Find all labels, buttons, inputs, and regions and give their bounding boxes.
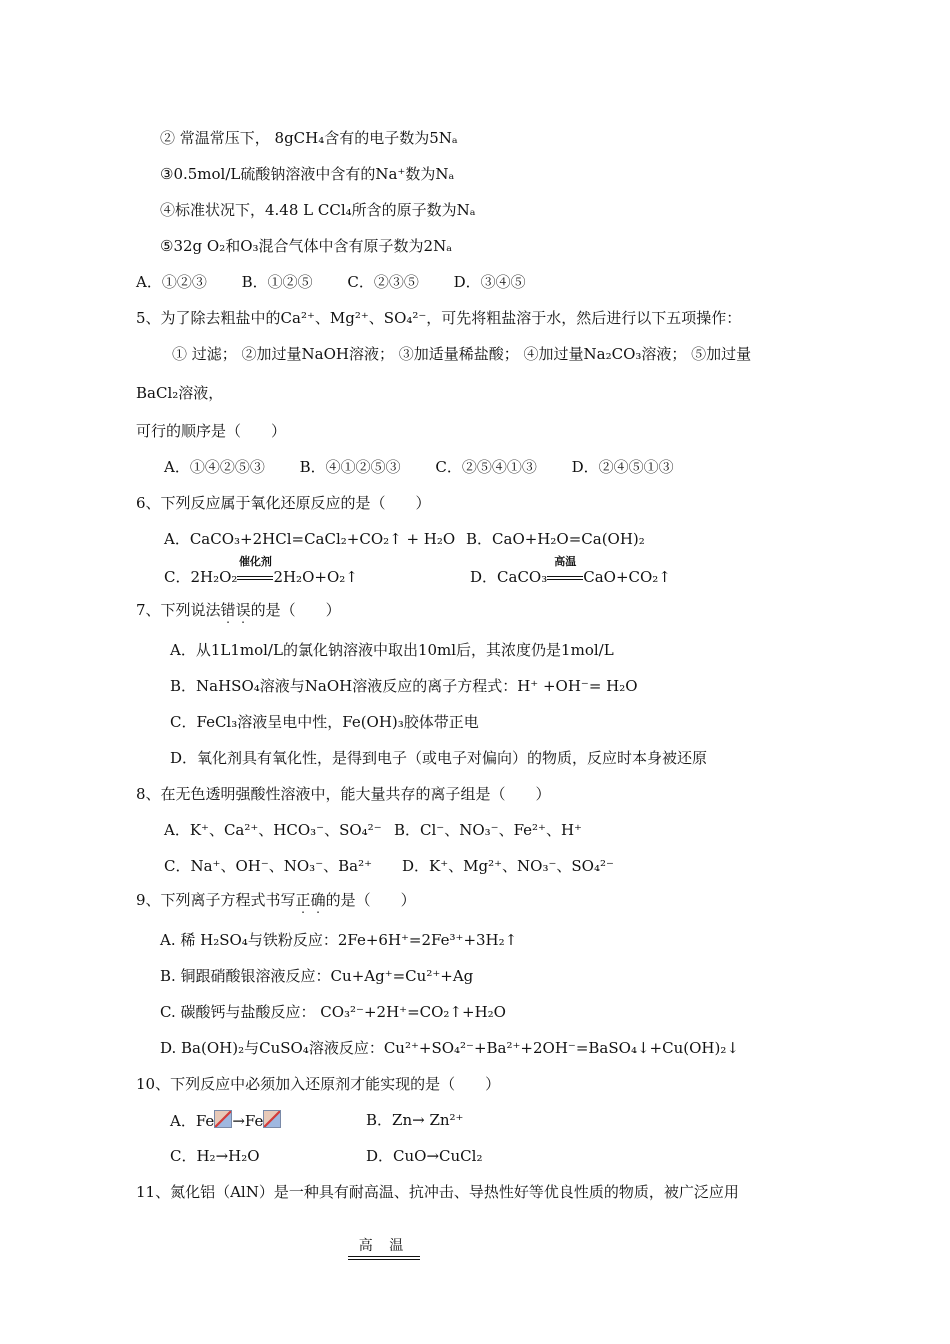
q10-stem: 10、下列反应中必须加入还原剂才能实现的是（ ） <box>136 1075 501 1093</box>
q9-option-c: C. 碳酸钙与盐酸反应： CO₃²⁻+2H⁺=CO₂↑+H₂O <box>160 1003 506 1021</box>
q10-a-pre: A．Fe <box>170 1112 215 1130</box>
q7-option-c: C．FeCl₃溶液呈电中性，Fe(OH)₃胶体带正电 <box>170 713 479 731</box>
q6-d-condition: 高温 <box>554 555 577 568</box>
q6-stem: 6、下列反应属于氧化还原反应的是（ ） <box>136 494 431 512</box>
q10-option-c: C．H₂→H₂O <box>170 1147 260 1165</box>
q5-stem: 5、为了除去粗盐中的Ca²⁺、Mg²⁺、SO₄²⁻，可先将粗盐溶于水，然后进行以下五项操作： <box>136 309 742 327</box>
q8-option-a: A．K⁺、Ca²⁺、HCO₃⁻、SO₄²⁻ <box>164 821 382 839</box>
q9-option-b: B. 铜跟硝酸银溶液反应：Cu+Ag⁺=Cu²⁺+Ag <box>160 967 474 985</box>
reaction-condition-text: 高 温 <box>358 1238 410 1254</box>
broken-image-icon <box>214 1110 232 1128</box>
q7-option-b: B．NaHSO₄溶液与NaOH溶液反应的离子方程式：H⁺ +OH⁻= H₂O <box>170 677 638 695</box>
q10-option-d: D．CuO→CuCl₂ <box>366 1147 483 1165</box>
q8-option-d: D．K⁺、Mg²⁺、NO₃⁻、SO₄²⁻ <box>402 857 614 875</box>
q6-c-condition-arrow <box>237 555 273 587</box>
q7-emphasis-2: 误 <box>235 601 251 619</box>
q11-stem: 11、氮化铝（AlN）是一种具有耐高温、抗冲击、导热性好等优良性质的物质，被广泛应用 <box>136 1183 739 1201</box>
q8-option-c: C．Na⁺、OH⁻、NO₃⁻、Ba²⁺ <box>164 857 373 875</box>
q4-item-4: ④标准状况下，4.48 L CCl₄所含的原子数为Nₐ <box>160 201 476 219</box>
q6-option-b: B．CaO+H₂O=Ca(OH)₂ <box>466 530 645 548</box>
q6-c-left: C．2H₂O₂ <box>164 568 238 586</box>
q10-option-a <box>170 1110 281 1131</box>
q7-stem-post: 的是（ ） <box>250 601 341 619</box>
q9-option-a: A. 稀 H₂SO₄与铁粉反应：2Fe+6H⁺=2Fe³⁺+3H₂↑ <box>160 931 518 949</box>
q7-option-a: A．从1L1mol/L的氯化钠溶液中取出10ml后，其浓度仍是1mol/L <box>170 641 614 659</box>
q6-d-condition-arrow <box>547 555 583 587</box>
q9-emphasis-2: 确 <box>310 891 326 909</box>
reaction-condition-footer <box>348 1235 420 1260</box>
q5-options: A．①④②⑤③ B．④①②⑤③ C．②⑤④①③ D．②④⑤①③ <box>164 458 674 476</box>
q5-ops-line1: ① 过滤； ②加过量NaOH溶液； ③加适量稀盐酸； ④加过量Na₂CO₃溶液； ⑤加过量 <box>172 345 752 363</box>
q4-options: A．①②③ B．①②⑤ C．②③⑤ D．③④⑤ <box>136 273 526 291</box>
q4-item-2: ② 常温常压下， 8gCH₄含有的电子数为5Nₐ <box>160 129 458 147</box>
q4-item-3: ③0.5mol/L硫酸钠溶液中含有的Na⁺数为Nₐ <box>160 165 455 183</box>
q10-a-mid: →Fe <box>232 1112 264 1130</box>
q8-option-b: B．Cl⁻、NO₃⁻、Fe²⁺、H⁺ <box>394 821 582 839</box>
q9-stem-pre: 9、下列离子方程式书写 <box>136 891 296 909</box>
q6-d-right: CaO+CO₂↑ <box>583 568 671 586</box>
q9-option-d: D. Ba(OH)₂与CuSO₄溶液反应：Cu²⁺+SO₄²⁻+Ba²⁺+2OH⁻=BaSO₄↓+Cu(OH)₂↓ <box>160 1039 739 1057</box>
q4-item-5: ⑤32g O₂和O₃混合气体中含有原子数为2Nₐ <box>160 237 452 255</box>
q6-option-d <box>470 555 671 587</box>
broken-image-icon <box>263 1110 281 1128</box>
q5-ask: 可行的顺序是（ ） <box>136 422 287 440</box>
q6-d-left: D．CaCO₃ <box>470 568 548 586</box>
q9-emphasis-1: 正 <box>295 891 311 909</box>
q10-option-b: B．Zn→ Zn²⁺ <box>366 1111 464 1129</box>
q7-stem-pre: 7、下列说法 <box>136 601 221 619</box>
q5-ops-line2: BaCl₂溶液， <box>136 384 224 402</box>
q6-c-right: 2H₂O+O₂↑ <box>273 568 358 586</box>
q9-stem <box>136 890 416 910</box>
q7-option-d: D．氧化剂具有氧化性，是得到电子（或电子对偏向）的物质，反应时本身被还原 <box>170 749 708 767</box>
q6-option-c <box>164 555 358 587</box>
q9-stem-post: 的是（ ） <box>325 891 416 909</box>
q8-stem: 8、在无色透明强酸性溶液中，能大量共存的离子组是（ ） <box>136 785 551 803</box>
q6-c-condition: 催化剂 <box>238 555 272 568</box>
q7-stem <box>136 600 341 620</box>
q7-emphasis-1: 错 <box>220 601 236 619</box>
q6-option-a: A．CaCO₃+2HCl=CaCl₂+CO₂↑ + H₂O <box>164 530 456 548</box>
